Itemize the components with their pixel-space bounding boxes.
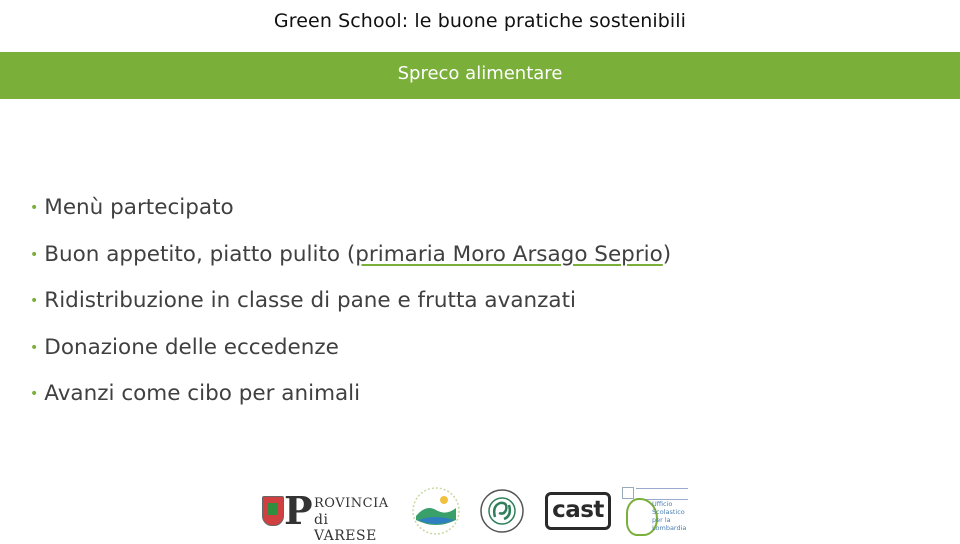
crest-icon (262, 496, 284, 526)
emblem-icon (622, 487, 634, 499)
cast-label: cast (552, 497, 604, 523)
bullet-list (30, 186, 671, 419)
bullet-text: Buon appetito, piatto pulito ( (44, 241, 356, 267)
bullet-icon: • (30, 339, 39, 356)
slide-title: Green School: le buone pratiche sostenibili (273, 10, 687, 32)
bullet-icon: • (30, 200, 39, 216)
cast-logo (545, 492, 611, 530)
section-title: Spreco alimentare (397, 63, 563, 84)
provincia-varese-logo (262, 488, 394, 544)
list-item (30, 372, 671, 419)
agenda21-laghi-logo (404, 486, 468, 536)
list-item (30, 233, 671, 280)
partner-logos (0, 486, 960, 544)
bullet-text: Donazione delle eccedenze (44, 334, 339, 360)
usr-label: Ufficio Scolastico per la Lombardia (652, 500, 687, 532)
list-item (30, 186, 671, 233)
logo-line2: di VARESE (314, 512, 377, 544)
bullet-text-end: ) (662, 241, 672, 267)
list-item (30, 279, 671, 326)
bullet-text: Ridistribuzione in classe di pane e frutta avanzati (44, 288, 576, 313)
bullet-icon: • (30, 246, 39, 263)
primaria-moro-link[interactable]: primaria Moro Arsago Seprio (355, 241, 663, 267)
list-item (30, 326, 671, 373)
logo-letter: P (284, 488, 313, 533)
bullet-text: Menù partecipato (44, 195, 234, 220)
university-seal-logo (478, 488, 526, 534)
bullet-icon: • (30, 293, 39, 309)
logo-line1: ROVINCIA (314, 496, 389, 511)
bullet-icon: • (30, 386, 39, 402)
bullet-text: Avanzi come cibo per animali (44, 381, 361, 406)
ufficio-scolastico-logo (622, 486, 696, 536)
